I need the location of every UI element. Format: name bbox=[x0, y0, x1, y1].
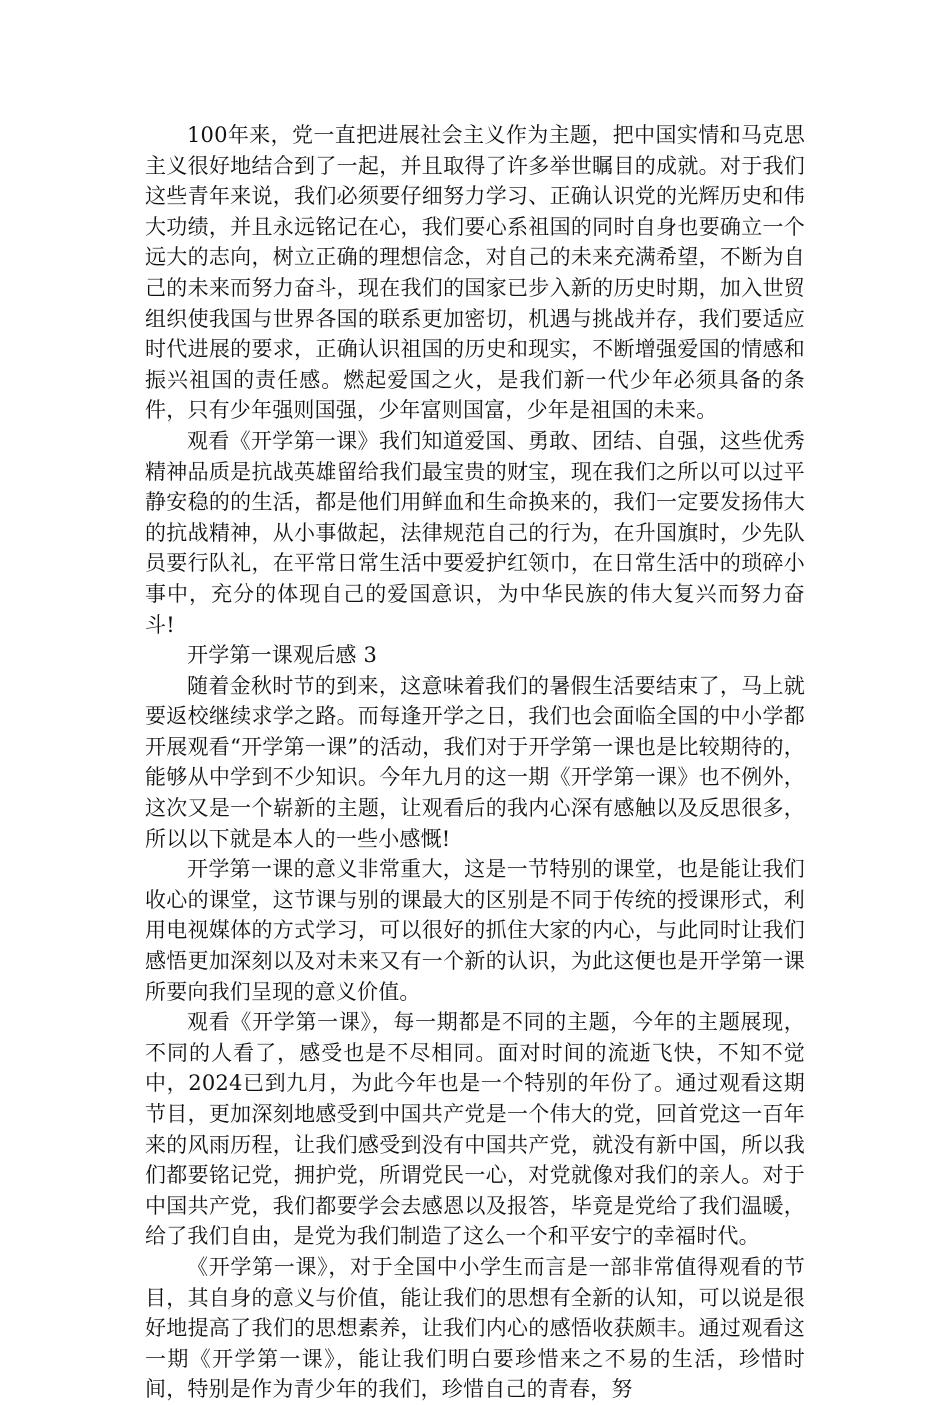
paragraph: 开学第一课的意义非常重大，这是一节特别的课堂，也是能让我们收心的课堂，这节课与别的课最大的区别是不同于传统的授课形式，利用电视媒体的方式学习，可以很好的抓住大家的内心，与此同时让我们感悟更加深刻以及对未来又有一个新的认识，为此这便也是开学第一课所要向我们呈现的意义价值。 bbox=[145, 857, 805, 1004]
paragraph: 《开学第一课》，对于全国中小学生而言是一部非常值得观看的节目，其自身的意义与价值，能让我们的思想有全新的认知，可以说是很好地提高了我们的思想素养，让我们内心的感悟收获颇丰。通过观看这一期《开学第一课》，能让我们明白要珍惜来之不易的生活，珍惜时间，特别是作为青少年的我们，珍惜自己的青春，努 bbox=[145, 1254, 805, 1402]
paragraph: 随着金秋时节的到来，这意味着我们的暑假生活要结束了，马上就要返校继续求学之路。而每逢开学之日，我们也会面临全国的中小学都开展观看“开学第一课”的活动，我们对于开学第一课也是比较期待的，能够从中学到不少知识。今年九月的这一期《开学第一课》也不例外，这次又是一个崭新的主题，让观看后的我内心深有感触以及反思很多，所以以下就是本人的一些小感慨! bbox=[145, 673, 805, 851]
paragraph: 100年来，党一直把进展社会主义作为主题，把中国实情和马克思主义很好地结合到了一起，并且取得了许多举世瞩目的成就。对于我们这些青年来说，我们必须要仔细努力学习、正确认识党的光辉历史和伟大功绩，并且永远铭记在心，我们要心系祖国的同时自身也要确立一个远大的志向，树立正确的理想信念，对自己的未来充满希望，不断为自己的未来而努力奋斗，现在我们的国家已步入新的历史时期，加入世贸组织使我国与世界各国的联系更加密切，机遇与挑战并存，我们要适应时代进展的要求，正确认识祖国的历史和现实，不断增强爱国的情感和振兴祖国的责任感。燃起爱国之火，是我们新一代少年必须具备的条件，只有少年强则国强，少年富则国富，少年是祖国的未来。 bbox=[145, 123, 805, 423]
section-heading: 开学第一课观后感 3 bbox=[187, 643, 378, 668]
paragraph: 观看《开学第一课》我们知道爱国、勇敢、团结、自强，这些优秀精神品质是抗战英雄留给我们最宝贵的财宝，现在我们之所以可以过平静安稳的的生活，都是他们用鲜血和生命换来的，我们一定要发扬伟大的抗战精神，从小事做起，法律规范自己的行为，在升国旗时，少先队员要行队礼，在平常日常生活中要爱护红领巾，在日常生活中的琐碎小事中，充分的体现自己的爱国意识，为中华民族的伟大复兴而努力奋斗! bbox=[145, 428, 805, 637]
document-page bbox=[145, 120, 805, 1405]
paragraph: 观看《开学第一课》，每一期都是不同的主题，今年的主题展现，不同的人看了，感受也是不尽相同。面对时间的流逝飞快，不知不觉中，2024已到九月，为此今年也是一个特别的年份了。通过观看这期节目，更加深刻地感受到中国共产党是一个伟大的党，回首党这一百年来的风雨历程，让我们感受到没有中国共产党，就没有新中国，所以我们都要铭记党，拥护党，所谓党民一心，对党就像对我们的亲人。对于中国共产党，我们都要学会去感恩以及报答，毕竟是党给了我们温暖，给了我们自由，是党为我们制造了这么一个和平安宁的幸福时代。 bbox=[145, 1010, 805, 1249]
